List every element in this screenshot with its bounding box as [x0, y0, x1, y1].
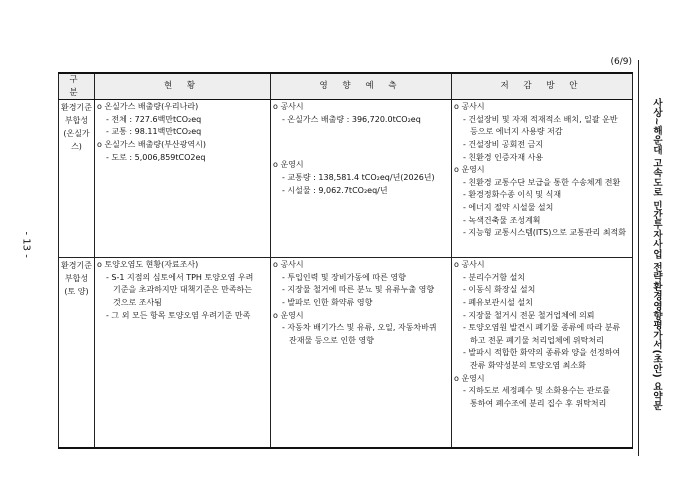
list-item: 기준을 초과하지만 대책기준은 만족하는	[113, 285, 253, 295]
list-item: - 지능형 교통시스템(ITS)으로 교통관리 최적화	[463, 228, 626, 238]
list-item: - 이동식 화장실 설치	[463, 285, 536, 295]
table-row	[59, 100, 633, 258]
list-item: - 에너지 절약 시설물 설치	[463, 202, 554, 212]
list-item: - 시설물 : 9,062.7tCO₂eq/년	[282, 185, 388, 195]
list-item: - 도로 : 5,006,859tCO2eq	[106, 152, 206, 162]
status-cell	[95, 100, 271, 258]
list-item: - 건설장비 공회전 금지	[463, 139, 544, 149]
section-heading: o 토양오염도 현황(자료조사)	[97, 260, 199, 270]
list-item: - 발파시 적합한 화약의 종류와 양을 선정하여	[463, 348, 621, 358]
impact-cell	[271, 258, 452, 449]
section-heading: o 운영시	[273, 160, 304, 170]
category-label: (온실가스)	[63, 129, 90, 152]
category-label: 환경기준	[61, 103, 92, 113]
summary-table	[58, 72, 633, 449]
page-number: - 13 -	[20, 231, 32, 258]
status-cell	[95, 258, 271, 449]
header-category: 구 분	[59, 73, 95, 100]
section-heading: o 운영시	[454, 373, 485, 383]
mitigation-cell	[452, 258, 633, 449]
category-label: 부합성	[64, 116, 89, 126]
section-heading: o 공사시	[454, 102, 485, 112]
category-label: 환경기준	[61, 261, 92, 271]
section-heading: o 운영시	[454, 165, 485, 175]
list-item: - 자동차 배기가스 및 유류, 오일, 자동차바퀴	[282, 323, 437, 333]
section-heading: o 공사시	[273, 102, 304, 112]
list-item: - 토양오염원 발견시 폐기물 종류에 따라 분류	[463, 323, 621, 333]
list-item: - 온실가스 배출량 : 396,720.0tCO₂eq	[282, 114, 421, 124]
list-item: - 투입인력 및 장비가동에 따른 영향	[282, 272, 406, 282]
category-cell	[59, 258, 95, 449]
table-row	[59, 258, 633, 449]
mitigation-cell	[452, 100, 633, 258]
list-item: 잔재물 등으로 인한 영향	[289, 335, 374, 345]
header-status: 현 황	[95, 73, 271, 100]
list-item: - 분리수거함 설치	[463, 272, 526, 282]
cell-spacer	[273, 126, 449, 159]
impact-cell	[271, 100, 452, 258]
list-item: - 녹색건축물 조성계획	[463, 215, 541, 225]
list-item: - 지하도로 세정폐수 및 소화용수는 관로를	[463, 386, 610, 396]
header-mitigation: 저 감 방 안	[452, 73, 633, 100]
list-item: - 친환경 인증자재 사용	[463, 152, 544, 162]
list-item: 등으로 에너지 사용량 저감	[470, 127, 563, 137]
list-item: 통하여 폐수조에 분리 집수 후 위탁처리	[470, 398, 607, 408]
section-heading: o 온실가스 배출량(우리나라)	[97, 102, 199, 112]
section-heading: o 온실가스 배출량(부산광역시)	[97, 139, 206, 149]
document-side-title: 사상~해운대 고속도로 민간투자사업 전략환경영향평가서(초안) 요약문	[651, 97, 662, 411]
list-item: - 발파로 인한 화약류 영향	[282, 297, 373, 307]
list-item: - 지장물 철거에 따른 분뇨 및 유류누출 영향	[282, 285, 435, 295]
side-divider	[638, 60, 639, 456]
list-item: - 친환경 교통수단 보급을 통한 수송체계 전환	[463, 177, 621, 187]
list-item: 것으로 조사됨	[113, 297, 162, 307]
section-heading: o 운영시	[273, 310, 304, 320]
table-header-row	[59, 73, 633, 100]
list-item: - 환경정화수종 이식 및 식재	[463, 190, 562, 200]
list-item: - 교통 : 98.11백만tCO₂eq	[106, 127, 202, 137]
list-item: - 그 외 모든 항목 토양오염 우려기준 만족	[106, 310, 251, 320]
list-item: - S-1 지점의 심토에서 TPH 토양오염 우려	[106, 272, 254, 282]
list-item: 잔류 화약성분의 토양오염 최소화	[470, 360, 586, 370]
category-label: (토 양)	[64, 287, 89, 297]
section-heading: o 공사시	[454, 260, 485, 270]
list-item: - 지장물 철거시 전문 철거업체에 의뢰	[463, 310, 595, 320]
category-cell	[59, 100, 95, 258]
list-item: 하고 전문 폐기물 처리업체에 위탁처리	[470, 335, 604, 345]
list-item: - 교통량 : 138,581.4 tCO₂eq/년(2026년)	[282, 172, 435, 182]
category-label: 부합성	[64, 274, 89, 284]
list-item: - 폐유보관시설 설치	[463, 297, 533, 307]
list-item: - 전체 : 727.6백만tCO₂eq	[106, 114, 202, 124]
page-counter: (6/9)	[610, 57, 632, 67]
section-heading: o 공사시	[273, 260, 304, 270]
list-item: - 건설장비 및 자재 적재적소 배치, 일괄 운반	[463, 114, 618, 124]
header-impact: 영 향 예 측	[271, 73, 452, 100]
